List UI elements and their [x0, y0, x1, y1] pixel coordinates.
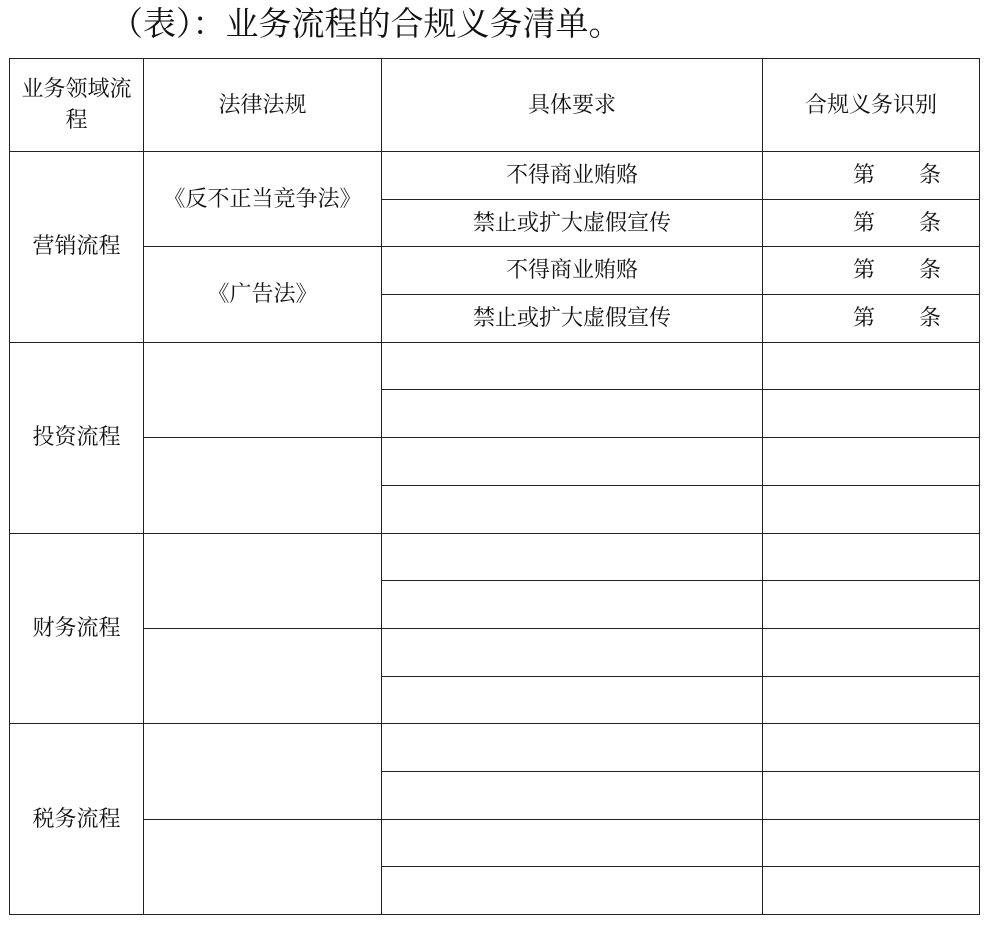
process-name: 财务流程	[10, 533, 144, 724]
requirement-text	[382, 390, 763, 438]
article-reference	[763, 160, 979, 191]
obligation-cell	[763, 295, 980, 343]
requirement-text	[382, 533, 763, 581]
header-obligation: 合规义务识别	[763, 59, 980, 152]
requirement-text: 禁止或扩大虚假宣传	[382, 295, 763, 343]
obligation-cell	[763, 485, 980, 533]
process-name: 营销流程	[10, 152, 144, 343]
article-suffix: 条	[918, 305, 941, 331]
obligation-cell	[763, 152, 980, 200]
article-prefix: 第	[853, 210, 876, 236]
law-name: 《广告法》	[144, 247, 382, 342]
obligation-cell	[763, 819, 980, 867]
table-row	[10, 533, 980, 581]
obligation-cell	[763, 342, 980, 390]
compliance-obligation-table	[9, 58, 980, 915]
header-laws: 法律法规	[144, 59, 382, 152]
table-row	[10, 342, 980, 390]
article-prefix: 第	[853, 258, 876, 284]
table-row	[10, 152, 980, 200]
process-name: 投资流程	[10, 342, 144, 533]
law-name	[144, 438, 382, 533]
law-name	[144, 342, 382, 437]
obligation-cell	[763, 533, 980, 581]
law-name	[144, 533, 382, 628]
obligation-cell	[763, 247, 980, 295]
requirement-text	[382, 724, 763, 772]
requirement-text	[382, 867, 763, 915]
process-name: 税务流程	[10, 724, 144, 915]
table-row	[10, 438, 980, 486]
document-title: （表）：业务流程的合规义务清单。	[110, 4, 622, 43]
header-requirements: 具体要求	[382, 59, 763, 152]
law-name: 《反不正当竞争法》	[144, 152, 382, 247]
law-name	[144, 819, 382, 914]
obligation-cell	[763, 581, 980, 629]
article-prefix: 第	[853, 305, 876, 331]
table-row	[10, 247, 980, 295]
table-header-row	[10, 59, 980, 152]
article-reference	[763, 255, 979, 286]
law-name	[144, 724, 382, 819]
article-suffix: 条	[918, 162, 941, 188]
requirement-text	[382, 676, 763, 724]
article-suffix: 条	[918, 258, 941, 284]
requirement-text	[382, 342, 763, 390]
article-reference	[763, 303, 979, 334]
requirement-text	[382, 819, 763, 867]
requirement-text	[382, 485, 763, 533]
table-row	[10, 628, 980, 676]
requirement-text: 不得商业贿赂	[382, 152, 763, 200]
obligation-cell	[763, 199, 980, 247]
requirement-text: 禁止或扩大虚假宣传	[382, 199, 763, 247]
obligation-cell	[763, 438, 980, 486]
requirement-text: 不得商业贿赂	[382, 247, 763, 295]
obligation-cell	[763, 628, 980, 676]
obligation-cell	[763, 867, 980, 915]
article-reference	[763, 208, 979, 239]
requirement-text	[382, 438, 763, 486]
law-name	[144, 628, 382, 723]
requirement-text	[382, 581, 763, 629]
requirement-text	[382, 771, 763, 819]
obligation-cell	[763, 724, 980, 772]
header-business-process: 业务领域流程	[10, 59, 144, 152]
requirement-text	[382, 628, 763, 676]
obligation-cell	[763, 771, 980, 819]
article-suffix: 条	[918, 210, 941, 236]
table-row	[10, 724, 980, 772]
table-row	[10, 819, 980, 867]
article-prefix: 第	[853, 162, 876, 188]
obligation-cell	[763, 390, 980, 438]
obligation-cell	[763, 676, 980, 724]
